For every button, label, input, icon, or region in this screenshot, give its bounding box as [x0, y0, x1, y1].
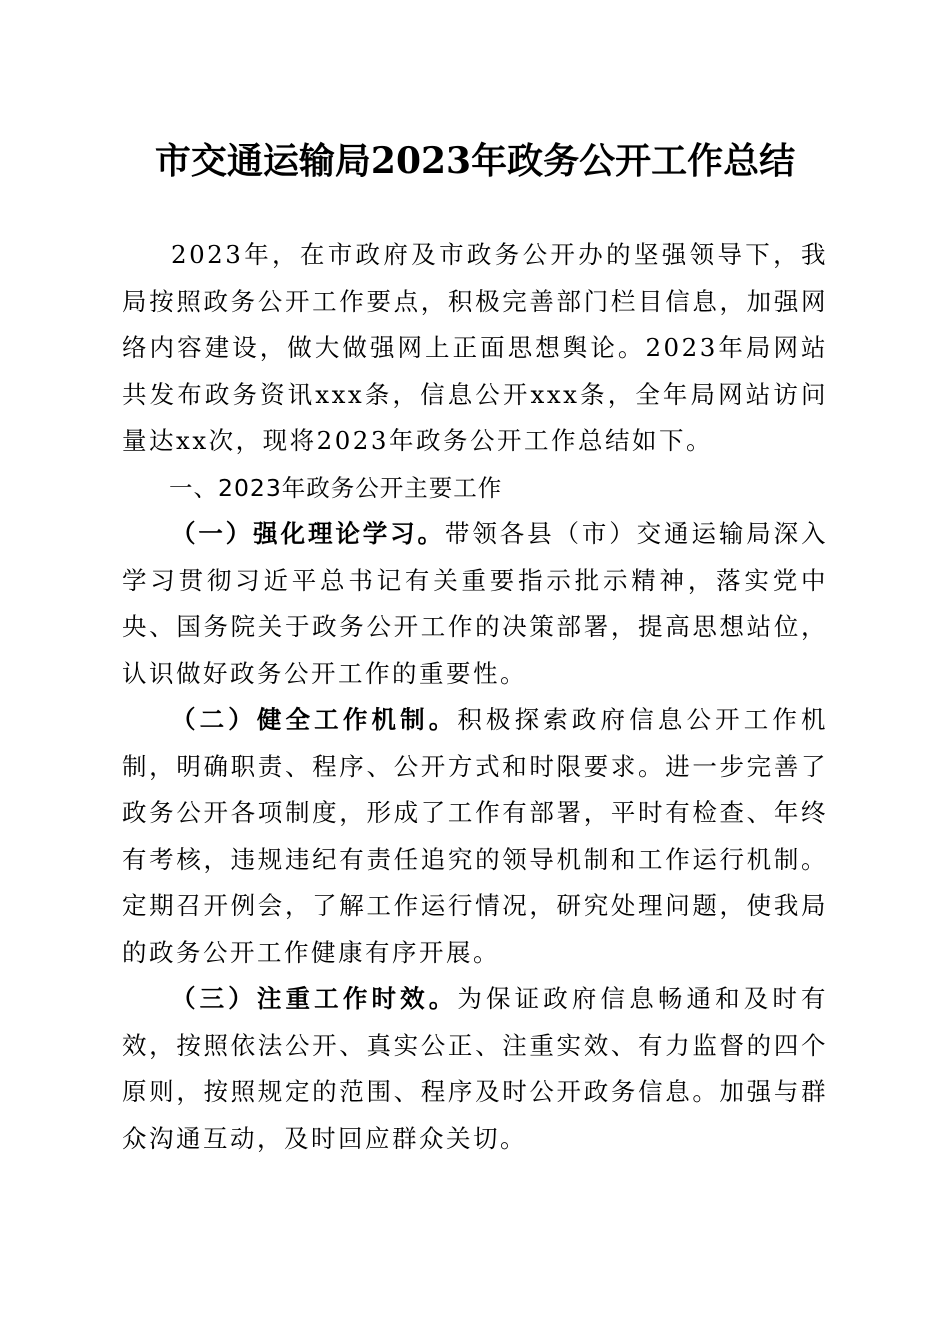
item-paragraph-2	[122, 697, 828, 976]
item-lead-2: （二）健全工作机制。	[171, 705, 458, 734]
document-title: 市交通运输局2023年政务公开工作总结	[154, 140, 796, 182]
item-paragraph-1	[122, 511, 828, 697]
document-body	[122, 232, 828, 1162]
item-lead-3: （三）注重工作时效。	[171, 984, 458, 1013]
intro-paragraph: 2023年，在市政府及市政务公开办的坚强领导下，我局按照政务公开工作要点，积极完善部门栏目信息，加强网络内容建设，做大做强网上正面思想舆论。2023年局网站共发布政务资讯xxx条，信息公开xxx条，全年局网站访问量达xx次，现将2023年政务公开工作总结如下。	[122, 240, 828, 455]
item-paragraph-3	[122, 976, 828, 1162]
section-heading: 一、2023年政务公开主要工作	[169, 473, 503, 502]
item-text-3: 为保证政府信息畅通和及时有效，按照依法公开、真实公正、注重实效、有力监督的四个原则，按照规定的范围、程序及时公开政务信息。加强与群众沟通互动，及时回应群众关切。	[122, 984, 829, 1153]
item-lead-1: （一）强化理论学习。	[171, 519, 445, 548]
item-text-1: 带领各县（市）交通运输局深入学习贯彻习近平总书记有关重要指示批示精神，落实党中央、国务院关于政务公开工作的决策部署，提高思想站位，认识做好政务公开工作的重要性。	[122, 519, 829, 688]
item-text-2: 积极探索政府信息公开工作机制，明确职责、程序、公开方式和时限要求。进一步完善了政务公开各项制度，形成了工作有部署，平时有检查、年终有考核，违规违纪有责任追究的领导机制和工作运行机制。定期召开例会，了解工作运行情况，研究处理问题，使我局的政务公开工作健康有序开展。	[122, 705, 829, 967]
